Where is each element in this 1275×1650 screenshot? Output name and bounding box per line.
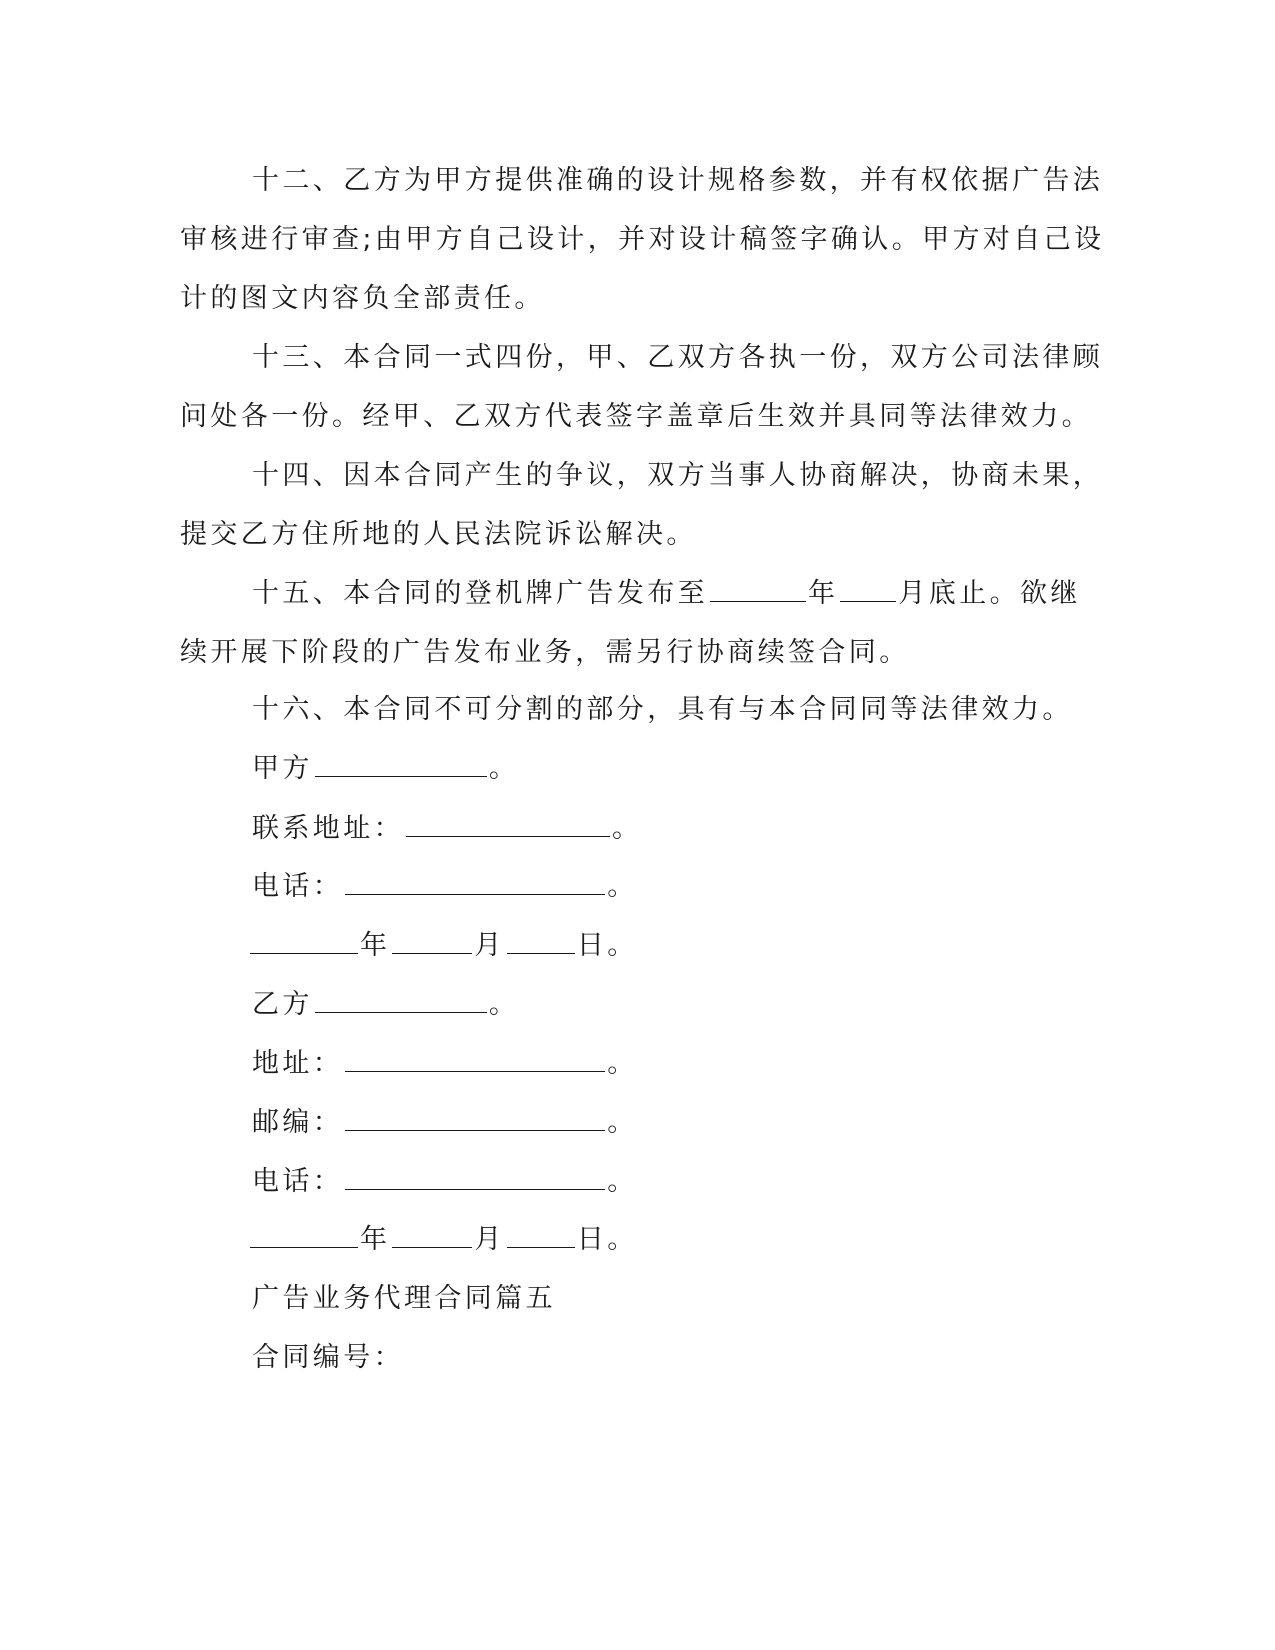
party-a-address-row: [252, 811, 642, 847]
contract-number-label: 合同编号：: [252, 1342, 404, 1373]
party-a-phone-label: 电话：: [252, 871, 344, 902]
section-title: 广告业务代理合同篇五: [252, 1283, 556, 1314]
party-a-phone-row: [252, 869, 638, 905]
party-b-end: 。: [488, 989, 520, 1020]
party-a-label: 甲方: [252, 753, 313, 784]
party-b-postcode-label: 邮编：: [252, 1107, 344, 1138]
party-a-phone-blank: [345, 870, 605, 895]
party-a-day-label: 日。: [576, 930, 638, 961]
clause-12-line-2: 审核进行审查;由甲方自己设计，并对设计稿签字确认。甲方对自己设: [180, 224, 1105, 255]
year-blank: [710, 577, 806, 602]
clause-13-line-1: 十三、本合同一式四份，甲、乙双方各执一份，双方公司法律顾: [252, 342, 1104, 373]
party-a-phone-end: 。: [607, 871, 638, 902]
party-a-day-blank: [507, 929, 575, 954]
clause-13-line-2: 问处各一份。经甲、乙双方代表签字盖章后生效并具同等法律效力。: [180, 401, 1092, 432]
party-a-year-label: 年: [360, 930, 391, 961]
party-b-address-end: 。: [607, 1048, 638, 1079]
clause-16-line-1: 十六、本合同不可分割的部分，具有与本合同同等法律效力。: [252, 694, 1073, 725]
party-a-address-label: 联系地址：: [252, 813, 404, 844]
party-a-address-end: 。: [612, 813, 643, 844]
party-b-address-blank: [345, 1047, 605, 1072]
party-b-day-label: 日。: [576, 1224, 638, 1255]
party-b-phone-end: 。: [607, 1166, 638, 1197]
party-b-phone-blank: [345, 1165, 605, 1190]
clause-15-text-c: 月底止。欲继: [898, 578, 1081, 609]
party-a-month-label: 月: [474, 930, 505, 961]
party-b-blank: [315, 988, 487, 1013]
clause-15-year-label: 年: [808, 578, 839, 609]
clause-15-line-2: 续开展下阶段的广告发布业务，需另行协商续签合同。: [180, 637, 910, 668]
clause-14-line-1: 十四、因本合同产生的争议，双方当事人协商解决，协商未果，: [252, 460, 1104, 491]
party-b-address-label: 地址：: [252, 1048, 344, 1079]
party-a-blank: [315, 752, 487, 777]
party-b-date-row: [248, 1222, 638, 1258]
party-b-phone-label: 电话：: [252, 1166, 344, 1197]
party-a-address-blank: [406, 812, 610, 837]
clause-12-line-1: 十二、乙方为甲方提供准确的设计规格参数，并有权依据广告法: [252, 165, 1104, 196]
party-b-year-label: 年: [360, 1224, 391, 1255]
party-a-month-blank: [392, 929, 472, 954]
party-b-month-label: 月: [474, 1224, 505, 1255]
clause-12-line-3: 计的图文内容负全部责任。: [180, 283, 545, 314]
party-a-date-row: [248, 928, 638, 964]
party-b-label: 乙方: [252, 989, 313, 1020]
party-b-postcode-end: 。: [607, 1107, 638, 1138]
party-a-year-blank: [250, 929, 358, 954]
party-a-row: [252, 751, 519, 787]
party-a-end: 。: [488, 753, 520, 784]
party-b-day-blank: [507, 1223, 575, 1248]
party-b-postcode-blank: [345, 1106, 605, 1131]
clause-15-text-a: 十五、本合同的登机牌广告发布至: [252, 578, 708, 609]
party-b-row: [252, 987, 519, 1023]
clause-15-line-1: [252, 576, 1081, 612]
party-b-phone-row: [252, 1164, 638, 1200]
party-b-address-row: [252, 1046, 638, 1082]
party-b-year-blank: [250, 1223, 358, 1248]
month-blank: [840, 577, 896, 602]
party-b-postcode-row: [252, 1105, 638, 1141]
clause-14-line-2: 提交乙方住所地的人民法院诉讼解决。: [180, 519, 697, 550]
party-b-month-blank: [392, 1223, 472, 1248]
